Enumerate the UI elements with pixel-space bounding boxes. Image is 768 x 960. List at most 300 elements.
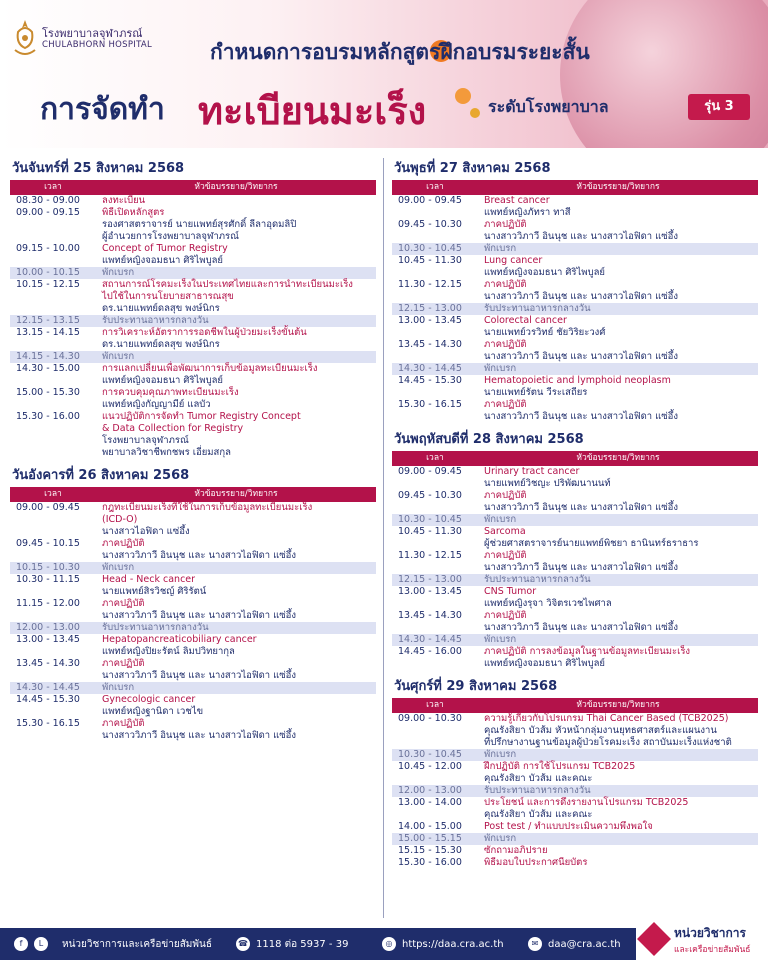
session-topic: ภาคปฏิบัติ [102,718,145,729]
session-content [480,785,758,797]
table-header [392,698,758,713]
session-time: 15.00 - 15.15 [398,833,462,844]
session-speaker: ดร.นายแพทย์ดลสุข พงษ์นิกร [102,339,220,350]
session-time: 09.00 - 09.15 [16,207,80,218]
session-time: 13.45 - 14.30 [16,658,80,669]
schedule-column-right [392,158,758,875]
brand-line2: และเครือข่ายสัมพันธ์ [674,945,751,955]
session-content [480,586,758,610]
session-time: 09.00 - 09.45 [398,466,462,477]
session-content [480,243,758,255]
session-topic: พิธีเปิดหลักสูตร [102,207,165,218]
session-speaker: คุณรังสิยา บัวส้ม และคณะ [484,809,593,820]
session-time: 15.00 - 15.30 [16,387,80,398]
hospital-logo [12,18,172,68]
break-label: พักเบรก [484,514,517,525]
header-time: เวลา [44,489,62,499]
session-speaker: นางสาววิภาวี อินนุช และ นางสาวไอฟิดา แซ่อึ้ง [484,351,679,362]
session-content [480,821,758,833]
session-speaker: แพทย์หญิงจอมธนา ศิริไพบูลย์ [102,375,223,386]
schedule-row [10,279,376,315]
schedule-row [392,857,758,869]
session-content [98,351,376,363]
session-content [98,195,376,207]
day-title: วันจันทร์ที่ 25 สิงหาคม 2568 [12,161,185,176]
session-speaker: ผู้ช่วยศาสตราจารย์นายแพทย์พิชยา ธานินทร์ธราธาร [484,538,699,549]
session-topic: Head - Neck cancer [102,574,196,585]
break-label: พักเบรก [102,351,135,362]
session-topic: ภาคปฏิบัติ [484,339,527,350]
session-speaker: นายแพทย์รัตน วีระเสถียร [484,387,588,398]
session-time: 15.30 - 16.15 [398,399,462,410]
session-speaker: นางสาววิภาวี อินนุช และ นางสาวไอฟิดา แซ่อึ้ง [484,411,679,422]
session-speaker: ผู้อำนวยการโรงพยาบาลจุฬาภรณ์ [102,231,239,242]
break-row [10,622,376,634]
social-icons [14,937,54,951]
session-topic: ฝึกปฏิบัติ การใช้โปรแกรม TCB2025 [484,761,636,772]
session-time: 12.15 - 13.00 [398,303,462,314]
decor-dot [455,88,471,104]
break-row [10,682,376,694]
schedule-row [10,195,376,207]
schedule-row [392,586,758,610]
break-label: พักเบรก [102,267,135,278]
session-time: 09.45 - 10.15 [16,538,80,549]
session-content [98,682,376,694]
session-speaker: แพทย์หญิงจอมธนา ศิริไพบูลย์ [102,255,223,266]
session-topic: ภาคปฏิบัติ [102,538,145,549]
session-content [98,574,376,598]
footer-phone-group [236,937,348,952]
break-row [10,562,376,574]
schedule-row [10,411,376,459]
session-content [480,646,758,670]
session-time: 10.30 - 10.45 [398,749,462,760]
header-subject: หัวข้อบรรยาย/วิทยากร [194,182,278,192]
break-label: พักเบรก [484,363,517,374]
session-content [98,363,376,387]
schedule-row [392,526,758,550]
session-speaker: นางสาววิภาวี อินนุช และ นางสาวไอฟิดา แซ่อึ้ง [102,670,297,681]
session-topic: ภาคปฏิบัติ การลงข้อมูลในฐานข้อมูลทะเบียนมะเร็ง [484,646,691,657]
session-content [480,219,758,243]
schedule-row [10,327,376,351]
header-banner [0,0,768,148]
session-content [480,610,758,634]
session-topic: & Data Collection for Registry [102,423,244,434]
session-content [98,267,376,279]
session-content [480,339,758,363]
session-time: 09.00 - 09.45 [16,502,80,513]
footer-email[interactable]: daa@cra.ac.th [548,939,621,950]
session-topic: Post test / ทำแบบประเมินความพึงพอใจ [484,821,653,832]
day-section [392,158,758,423]
break-row [10,315,376,327]
break-label: รับประทานอาหารกลางวัน [484,303,591,314]
session-time: 11.30 - 12.15 [398,550,462,561]
session-content [98,327,376,351]
session-time: 12.15 - 13.15 [16,315,80,326]
session-time: 09.00 - 10.30 [398,713,462,724]
header-subject: หัวข้อบรรยาย/วิทยากร [194,489,278,499]
session-time: 13.45 - 14.30 [398,610,462,621]
schedule-row [10,694,376,718]
session-speaker: คุณรังสิยา บัวส้ม และคณะ [484,773,593,784]
session-content [480,634,758,646]
schedule-row [10,243,376,267]
session-time: 14.45 - 16.00 [398,646,462,657]
session-time: 12.00 - 13.00 [398,785,462,796]
schedule-row [392,279,758,303]
session-content [480,279,758,303]
session-topic: (ICD-O) [102,514,138,525]
schedule-row [10,598,376,622]
header-subject: หัวข้อบรรยาย/วิทยากร [576,182,660,192]
session-speaker: แพทย์หญิงรุจา วิจิตรเวชไพศาล [484,598,612,609]
session-topic: ความรู้เกี่ยวกับโปรแกรม Thai Cancer Based (TCB2025) [484,713,729,724]
batch-badge: รุ่น 3 [688,94,750,120]
schedule-row [392,797,758,821]
break-label: พักเบรก [484,243,517,254]
session-topic: แนวปฏิบัติการจัดทำ Tumor Registry Concept [102,411,301,422]
line-icon[interactable]: L [34,937,48,951]
session-speaker: นางสาววิภาวี อินนุช และ นางสาวไอฟิดา แซ่อึ้ง [484,562,679,573]
schedule-row [392,315,758,339]
footer-website[interactable]: https://daa.cra.ac.th [402,939,504,950]
session-speaker: ดร.นายแพทย์ดลสุข พงษ์นิกร [102,303,220,314]
schedule-row [392,490,758,514]
session-content [480,857,758,869]
session-speaker: นางสาววิภาวี อินนุช และ นางสาวไอฟิดา แซ่อึ้ง [484,502,679,513]
session-topic: ภาคปฏิบัติ [484,550,527,561]
session-time: 14.15 - 14.30 [16,351,80,362]
session-time: 10.30 - 11.15 [16,574,80,585]
schedule-row [392,339,758,363]
session-speaker: นางสาววิภาวี อินนุช และ นางสาวไอฟิดา แซ่อึ้ง [484,291,679,302]
mail-icon: ✉ [528,937,542,951]
session-content [480,526,758,550]
day-title: วันพฤหัสบดีที่ 28 สิงหาคม 2568 [394,432,584,447]
session-time: 14.45 - 15.30 [16,694,80,705]
schedule-row [392,255,758,279]
session-time: 12.00 - 13.00 [16,622,80,633]
session-topic: ลงทะเบียน [102,195,146,206]
hospital-emblem-icon [12,18,38,62]
session-time: 14.30 - 14.45 [398,363,462,374]
session-time: 13.00 - 14.00 [398,797,462,808]
session-speaker: นางสาววิภาวี อินนุช และ นางสาวไอฟิดา แซ่อึ้ง [102,730,297,741]
session-topic: Breast cancer [484,195,550,206]
page-title-highlight: ทะเบียนมะเร็ง [198,89,427,133]
break-label: พักเบรก [484,749,517,760]
session-content [480,363,758,375]
session-topic: ภาคปฏิบัติ [102,658,145,669]
session-topic: Sarcoma [484,526,526,537]
break-row [392,634,758,646]
logo-text-en: CHULABHORN HOSPITAL [42,40,153,50]
session-speaker: รองศาสตราจารย์ นายแพทย์สุรศักดิ์ ลีลาอุดมลิปิ [102,219,297,230]
day-section [392,429,758,670]
session-time: 09.15 - 10.00 [16,243,80,254]
schedule-row [392,375,758,399]
session-time: 08.30 - 09.00 [16,195,80,206]
session-speaker: แพทย์หญิงจอมธนา ศิริไพบูลย์ [484,267,605,278]
day-section [10,158,376,459]
session-content [98,718,376,742]
session-speaker: นางสาววิภาวี อินนุช และ นางสาวไอฟิดา แซ่อึ้ง [102,610,297,621]
session-content [98,562,376,574]
schedule-row [392,466,758,490]
session-content [480,466,758,490]
schedule-row [392,713,758,749]
phone-icon: ☎ [236,937,250,951]
session-content [480,845,758,857]
schedule-row [392,821,758,833]
session-topic: ภาคปฏิบัติ [484,279,527,290]
break-row [392,749,758,761]
session-time: 09.45 - 10.30 [398,219,462,230]
break-label: พักเบรก [102,562,135,573]
session-content [480,749,758,761]
session-time: 10.15 - 10.30 [16,562,80,573]
schedule-row [10,363,376,387]
break-row [392,363,758,375]
session-time: 12.15 - 13.00 [398,574,462,585]
session-time: 10.00 - 10.15 [16,267,80,278]
session-content [98,279,376,315]
session-time: 10.45 - 12.00 [398,761,462,772]
header-subject: หัวข้อบรรยาย/วิทยากร [576,453,660,463]
header-time: เวลา [426,700,444,710]
session-speaker: นายแพทย์สิรวิชญ์ ศิริรัตน์ [102,586,207,597]
break-row [392,243,758,255]
session-time: 13.00 - 13.45 [16,634,80,645]
session-speaker: นางสาววิภาวี อินนุช และ นางสาวไอฟิดา แซ่อึ้ง [484,231,679,242]
session-speaker: นายแพทย์วรวิทย์ ชัยวิริยะวงศ์ [484,327,606,338]
session-time: 14.30 - 14.45 [398,634,462,645]
session-content [480,399,758,423]
session-content [98,538,376,562]
break-row [392,514,758,526]
session-time: 15.30 - 16.15 [16,718,80,729]
footer-phone[interactable]: 1118 ต่อ 5937 - 39 [256,939,349,950]
session-time: 15.30 - 16.00 [16,411,80,422]
break-label: รับประทานอาหารกลางวัน [102,622,209,633]
table-header [10,180,376,195]
session-topic: ภาคปฏิบัติ [484,399,527,410]
facebook-icon[interactable]: f [14,937,28,951]
session-topic: การควบคุมคุณภาพทะเบียนมะเร็ง [102,387,239,398]
session-topic: ภาคปฏิบัติ [484,219,527,230]
break-row [392,574,758,586]
session-topic: Hepatopancreaticobiliary cancer [102,634,257,645]
session-content [480,514,758,526]
session-content [98,634,376,658]
break-row [392,833,758,845]
day-section [10,465,376,742]
column-divider [383,158,384,918]
table-header [392,180,758,195]
session-time: 14.30 - 14.45 [16,682,80,693]
day-title: วันอังคารที่ 26 สิงหาคม 2568 [12,468,190,483]
schedule-row [392,550,758,574]
session-time: 14.00 - 15.00 [398,821,462,832]
session-topic: Urinary tract cancer [484,466,580,477]
session-speaker: พยาบาลวิชาชีพกชพร เอี่ยมสกุล [102,447,231,458]
session-content [98,658,376,682]
session-time: 11.15 - 12.00 [16,598,80,609]
session-time: 13.00 - 13.45 [398,315,462,326]
session-content [480,574,758,586]
schedule-row [10,574,376,598]
session-speaker: แพทย์หญิงภัทรา ทาสี [484,207,571,218]
session-time: 09.00 - 09.45 [398,195,462,206]
session-speaker: คุณรังสิยา บัวส้ม หัวหน้ากลุ่มงานยุทธศาสตร์และแผนงาน [484,725,717,736]
page-title-line1: กำหนดการอบรมหลักสูตรฝึกอบรมระยะสั้น [210,40,590,64]
session-topic: ภาคปฏิบัติ [484,610,527,621]
header-time: เวลา [44,182,62,192]
page-title-part1: การจัดทำ [40,92,165,127]
globe-icon: ◎ [382,937,396,951]
session-topic: ภาคปฏิบัติ [484,490,527,501]
session-time: 13.45 - 14.30 [398,339,462,350]
break-label: รับประทานอาหารกลางวัน [484,785,591,796]
session-topic: สถานการณ์โรคมะเร็งในประเทศไทยและการนำทะเบียนมะเร็ง [102,279,353,290]
schedule-column-left [10,158,376,748]
session-time: 13.00 - 13.45 [398,586,462,597]
session-topic: CNS Tumor [484,586,537,597]
session-content [98,502,376,538]
break-row [392,303,758,315]
session-content [98,207,376,243]
schedule-row [10,634,376,658]
page-title-part3: ระดับโรงพยาบาล [488,97,609,116]
session-content [480,255,758,279]
session-content [480,315,758,339]
footer-web-group [382,937,504,951]
session-content [98,243,376,267]
session-speaker: แพทย์หญิงปิยะรัตน์ ลิมปวิทยากุล [102,646,235,657]
session-content [480,195,758,219]
session-content [480,375,758,399]
break-label: พักเบรก [484,634,517,645]
session-topic: ประโยชน์ และการดึงรายงานโปรแกรม TCB2025 [484,797,689,808]
session-speaker: แพทย์หญิงฐานิดา เวชไข [102,706,204,717]
session-content [480,797,758,821]
schedule-row [10,387,376,411]
session-time: 10.45 - 11.30 [398,526,462,537]
schedule-row [392,219,758,243]
schedule-row [392,845,758,857]
session-time: 10.30 - 10.45 [398,514,462,525]
break-label: พักเบรก [484,833,517,844]
cell-illustration [560,0,768,148]
session-time: 09.45 - 10.30 [398,490,462,501]
schedule-row [10,718,376,742]
schedule-row [392,399,758,423]
session-time: 10.45 - 11.30 [398,255,462,266]
schedule-row [10,207,376,243]
brand-diamond-icon [637,922,671,956]
schedule-row [10,658,376,682]
schedule-row [392,646,758,670]
session-topic: Concept of Tumor Registry [102,243,228,254]
session-content [480,713,758,749]
session-time: 15.15 - 15.30 [398,845,462,856]
session-content [480,550,758,574]
session-topic: การวิเคราะห์อัตราการรอดชีพในผู้ป่วยมะเร็งขั้นต้น [102,327,307,338]
schedule-row [392,761,758,785]
day-title: วันพุธที่ 27 สิงหาคม 2568 [394,161,551,176]
table-header [10,487,376,502]
session-time: 14.30 - 15.00 [16,363,80,374]
session-topic: Colorectal cancer [484,315,567,326]
table-header [392,451,758,466]
session-speaker: ที่ปรึกษางานฐานข้อมูลผู้ป่วยโรคมะเร็ง สถาบันมะเร็งแห่งชาติ [484,737,732,748]
break-label: รับประทานอาหารกลางวัน [484,574,591,585]
session-content [480,833,758,845]
brand-line1: หน่วยวิชาการ [674,926,746,940]
header-subject: หัวข้อบรรยาย/วิทยากร [576,700,660,710]
session-content [480,303,758,315]
logo-text-th: โรงพยาบาลจุฬาภรณ์ [42,27,143,40]
day-section [392,676,758,869]
session-speaker: นางสาวไอฟิดา แซ่อึ้ง [102,526,190,537]
session-topic: Gynecologic cancer [102,694,196,705]
session-time: 13.15 - 14.15 [16,327,80,338]
session-content [98,387,376,411]
session-time: 11.30 - 12.15 [398,279,462,290]
session-speaker: นางสาววิภาวี อินนุช และ นางสาวไอฟิดา แซ่อึ้ง [102,550,297,561]
session-time: 10.15 - 12.15 [16,279,80,290]
session-time: 14.45 - 15.30 [398,375,462,386]
session-content [480,761,758,785]
decor-dot [470,108,480,118]
session-time: 15.30 - 16.00 [398,857,462,868]
session-speaker: แพทย์หญิงกัญญามีย์ แลบัว [102,399,211,410]
schedule-row [10,538,376,562]
schedule-row [392,610,758,634]
break-row [392,785,758,797]
session-topic: กฎทะเบียนมะเร็งที่ใช้ในการเก็บข้อมูลทะเบียนมะเร็ง [102,502,313,513]
session-content [98,411,376,459]
break-label: พักเบรก [102,682,135,693]
session-content [98,315,376,327]
schedule-row [10,502,376,538]
session-topic: Hematopoietic and lymphoid neoplasm [484,375,671,386]
break-row [10,351,376,363]
session-topic: การแลกเปลี่ยนเพื่อพัฒนาการเก็บข้อมูลทะเบียนมะเร็ง [102,363,318,374]
session-content [98,622,376,634]
schedule-row [392,195,758,219]
session-speaker: โรงพยาบาลจุฬาภรณ์ [102,435,189,446]
brand-logo [636,918,768,960]
session-topic: ภาคปฏิบัติ [102,598,145,609]
session-content [98,598,376,622]
day-title: วันศุกร์ที่ 29 สิงหาคม 2568 [394,679,558,694]
footer-org: หน่วยวิชาการและเครือข่ายสัมพันธ์ [62,939,212,950]
session-content [98,694,376,718]
break-label: รับประทานอาหารกลางวัน [102,315,209,326]
session-topic: Lung cancer [484,255,543,266]
session-content [480,490,758,514]
session-topic: พิธีมอบใบประกาศนียบัตร [484,857,588,868]
session-topic: ซักถามอภิปราย [484,845,548,856]
footer-email-group [528,937,621,951]
break-row [10,267,376,279]
session-time: 10.30 - 10.45 [398,243,462,254]
header-time: เวลา [426,182,444,192]
